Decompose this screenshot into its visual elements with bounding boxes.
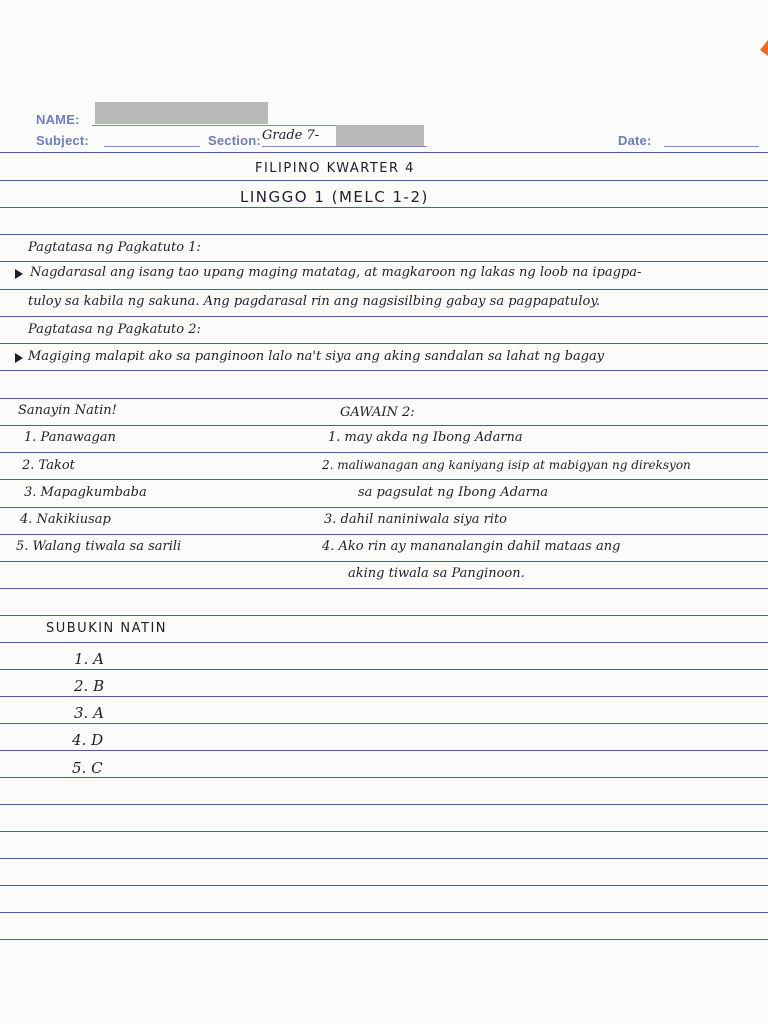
ruled-line	[0, 180, 768, 181]
ruled-line	[0, 588, 768, 589]
ruled-line	[0, 370, 768, 371]
ruled-line	[0, 858, 768, 859]
pagtatasa-heading-1: Pagtatasa ng Pagkatuto 1:	[28, 240, 201, 255]
ruled-line	[0, 479, 768, 480]
sanayin-item: 3. Mapagkumbaba	[24, 485, 147, 500]
date-label: Date:	[618, 133, 652, 148]
sanayin-heading: Sanayin Natin!	[18, 403, 117, 418]
redacted-name	[95, 102, 268, 124]
pagtatasa-answer-2: Magiging malapit ako sa panginoon lalo na't siya ang aking sandalan sa lahat ng bagay	[28, 349, 605, 364]
title-line-2: LINGGO 1 (MELC 1-2)	[240, 188, 429, 206]
sanayin-item: 1. Panawagan	[24, 430, 116, 445]
sanayin-item: 4. Nakikiusap	[20, 512, 111, 527]
ruled-line	[0, 669, 768, 670]
ruled-line	[0, 885, 768, 886]
pagtatasa-heading-2: Pagtatasa ng Pagkatuto 2:	[28, 322, 201, 337]
gawain-item: 1. may akda ng Ibong Adarna	[328, 430, 523, 445]
pagtatasa-answer-1-line-1: Nagdarasal ang isang tao upang maging matatag, at magkaroon ng lakas ng loob na ipagpa-	[30, 265, 642, 280]
ruled-line	[0, 777, 768, 778]
ruled-line	[0, 831, 768, 832]
ruled-line	[0, 723, 768, 724]
gawain-item: aking tiwala sa Panginoon.	[348, 566, 525, 581]
bullet-icon	[15, 353, 23, 363]
subukin-item: 5. C	[72, 759, 103, 777]
ruled-line	[0, 289, 768, 290]
ruled-line	[0, 939, 768, 940]
ruled-line	[0, 561, 768, 562]
ruled-line	[0, 804, 768, 805]
ruled-line	[0, 261, 768, 262]
subukin-item: 3. A	[74, 704, 104, 722]
sanayin-item: 5. Walang tiwala sa sarili	[16, 539, 182, 554]
section-value: Grade 7-	[262, 128, 320, 143]
ruled-line	[0, 696, 768, 697]
ruled-line	[0, 642, 768, 643]
sanayin-item: 2. Takot	[22, 458, 75, 473]
section-label: Section:	[208, 133, 261, 148]
redacted-section	[336, 125, 424, 147]
ruled-line	[0, 615, 768, 616]
pagtatasa-answer-1-line-2: tuloy sa kabila ng sakuna. Ang pagdarasal rin ang nagsisilbing gabay sa pagpapatuloy.	[28, 294, 601, 309]
subukin-item: 4. D	[72, 731, 104, 749]
subukin-heading: SUBUKIN NATIN	[46, 621, 168, 636]
ruled-line	[0, 234, 768, 235]
gawain-item: 4. Ako rin ay mananalangin dahil mataas ang	[322, 539, 621, 554]
subukin-item: 2. B	[74, 677, 105, 695]
subukin-item: 1. A	[74, 650, 104, 668]
bullet-icon	[15, 269, 23, 279]
ruled-line	[0, 425, 768, 426]
gawain-item: 2. maliwanagan ang kaniyang isip at mabigyan ng direksyon	[322, 458, 691, 472]
name-blank-line	[92, 125, 342, 126]
gawain-item: 3. dahil naniniwala siya rito	[324, 512, 508, 527]
ruled-line	[0, 750, 768, 751]
page-corner-tab	[760, 40, 768, 56]
subject-blank-line	[104, 146, 200, 147]
ruled-line	[0, 398, 768, 399]
date-blank-line	[664, 146, 759, 147]
subject-label: Subject:	[36, 133, 89, 148]
ruled-line	[0, 912, 768, 913]
ruled-line	[0, 207, 768, 208]
gawain-item: sa pagsulat ng Ibong Adarna	[358, 485, 548, 500]
ruled-line	[0, 507, 768, 508]
title-line-1: FILIPINO KWARTER 4	[255, 161, 415, 176]
gawain-heading: GAWAIN 2:	[340, 405, 415, 420]
ruled-line	[0, 343, 768, 344]
name-label: NAME:	[36, 112, 80, 127]
ruled-line	[0, 316, 768, 317]
ruled-line	[0, 152, 768, 153]
ruled-line	[0, 534, 768, 535]
ruled-line	[0, 452, 768, 453]
section-blank-line	[262, 146, 427, 147]
